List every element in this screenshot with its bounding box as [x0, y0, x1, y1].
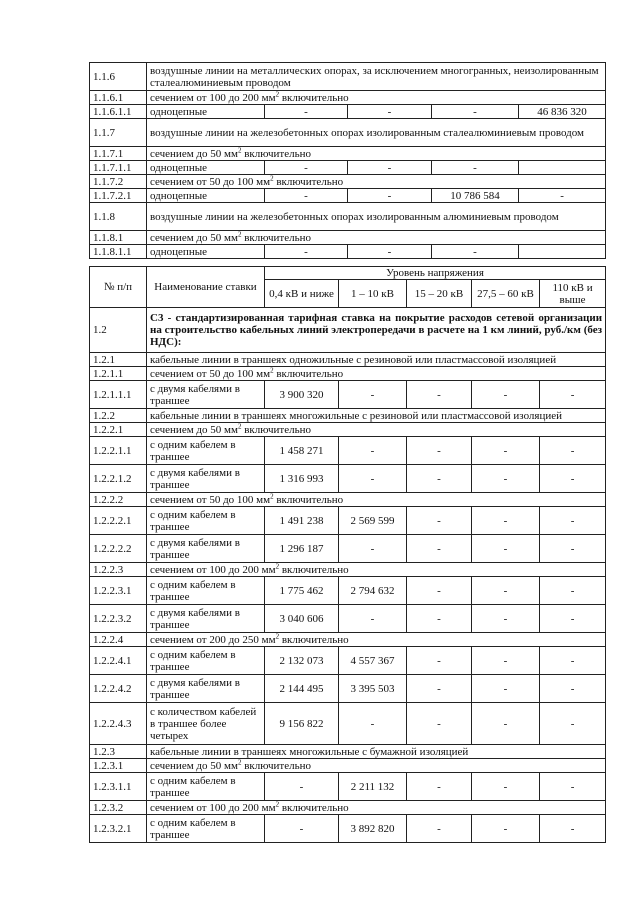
rate-value: - [407, 507, 472, 535]
section-subtitle [147, 367, 606, 381]
superscript: 2 [270, 174, 274, 182]
rate-name: одноцепные [147, 245, 265, 259]
row-number: 1.2.2.2.2 [90, 535, 147, 563]
table-row [90, 535, 606, 563]
row-number: 1.2.3 [90, 745, 147, 759]
section-subtitle [147, 633, 606, 647]
rate-value: - [472, 773, 540, 801]
table-row [90, 493, 606, 507]
rate-value: - [472, 577, 540, 605]
subtitle-suffix: включительно [279, 563, 349, 576]
row-number: 1.1.7.1 [90, 147, 147, 161]
row-number: 1.2.2.4 [90, 633, 147, 647]
rate-value: - [339, 465, 407, 493]
rate-value: 2 569 599 [339, 507, 407, 535]
row-number: 1.1.7.1.1 [90, 161, 147, 175]
rate-value: - [540, 647, 606, 675]
subtitle-suffix: включительно [279, 633, 349, 646]
subtitle-text: сечением до 50 мм [150, 231, 238, 244]
rates-table-cable [89, 266, 606, 843]
subtitle-suffix: включительно [241, 759, 312, 772]
table-row [90, 703, 606, 745]
rate-value: 1 458 271 [265, 437, 339, 465]
row-title: воздушные линии на железобетонных опорах изолированным сталеалюминиевым проводом [147, 119, 606, 147]
row-number: 1.2.2.2 [90, 493, 147, 507]
superscript: 2 [270, 492, 274, 500]
row-number: 1.2.1 [90, 353, 147, 367]
rate-name: с двумя кабелями в траншее [147, 535, 265, 563]
row-number: 1.2.3.2.1 [90, 815, 147, 843]
row-number: 1.1.7.2 [90, 175, 147, 189]
header-rate-name: Наименование ставки [147, 267, 265, 308]
row-number: 1.2.2.1.2 [90, 465, 147, 493]
row-title: воздушные линии на железобетонных опорах изолированным алюминиевым проводом [147, 203, 606, 231]
section-subtitle [147, 91, 606, 105]
subtitle-suffix: включительно [279, 801, 349, 814]
table-row [90, 647, 606, 675]
superscript: 2 [270, 366, 274, 374]
rate-value: 1 296 187 [265, 535, 339, 563]
row-number: 1.1.8.1.1 [90, 245, 147, 259]
superscript: 2 [275, 632, 280, 640]
rate-value: 4 557 367 [339, 647, 407, 675]
rate-value: 3 040 606 [265, 605, 339, 633]
subtitle-text: сечением от 50 до 100 мм [150, 367, 271, 380]
subtitle-text: сечением от 100 до 200 мм [150, 563, 276, 576]
rate-value: 46 836 320 [519, 105, 606, 119]
rate-value: - [348, 245, 432, 259]
row-number: 1.1.7.2.1 [90, 189, 147, 203]
table-row [90, 161, 606, 175]
row-number: 1.2.1.1 [90, 367, 147, 381]
rate-value: - [540, 605, 606, 633]
table-row [90, 675, 606, 703]
row-title: кабельные линии в траншеях многожильные с бумажной изоляцией [147, 745, 606, 759]
subtitle-suffix: включительно [273, 175, 344, 188]
rate-value: - [407, 675, 472, 703]
row-number: 1.2.3.1 [90, 759, 147, 773]
rate-value: 9 156 822 [265, 703, 339, 745]
rate-value: - [540, 535, 606, 563]
row-number: 1.2.2.2.1 [90, 507, 147, 535]
rate-value: - [339, 437, 407, 465]
table-row [90, 91, 606, 105]
rate-value: - [472, 465, 540, 493]
superscript: 2 [237, 758, 242, 766]
rate-name: с одним кабелем в траншее [147, 577, 265, 605]
table-row [90, 63, 606, 91]
rate-value: - [348, 161, 432, 175]
superscript: 2 [237, 146, 242, 154]
rate-value: - [472, 381, 540, 409]
row-number: 1.2.2.3 [90, 563, 147, 577]
table-row [90, 773, 606, 801]
rate-value: - [472, 647, 540, 675]
rate-value: - [540, 815, 606, 843]
table-row [90, 353, 606, 367]
rate-name: с одним кабелем в траншее [147, 773, 265, 801]
row-number: 1.2.2.1.1 [90, 437, 147, 465]
rate-value: - [432, 105, 519, 119]
rate-value: - [472, 535, 540, 563]
rate-value: - [407, 535, 472, 563]
rate-value: - [339, 703, 407, 745]
subtitle-suffix: включительно [279, 91, 349, 104]
row-number: 1.2.2.3.1 [90, 577, 147, 605]
table-row [90, 759, 606, 773]
rate-value: - [407, 605, 472, 633]
table-row [90, 745, 606, 759]
table-row [90, 507, 606, 535]
row-number: 1.2.1.1.1 [90, 381, 147, 409]
superscript: 2 [275, 90, 280, 98]
rate-name: одноцепные [147, 189, 265, 203]
table-row [90, 801, 606, 815]
subtitle-text: сечением от 100 до 200 мм [150, 801, 276, 814]
rate-name: с двумя кабелями в траншее [147, 381, 265, 409]
rate-value [519, 245, 606, 259]
rate-value: - [472, 437, 540, 465]
table-row [90, 409, 606, 423]
rate-value: - [540, 773, 606, 801]
superscript: 2 [275, 562, 280, 570]
section-subtitle [147, 493, 606, 507]
row-number: 1.2.3.2 [90, 801, 147, 815]
subtitle-suffix: включительно [241, 147, 312, 160]
rate-value: - [407, 703, 472, 745]
rate-value: - [540, 577, 606, 605]
rate-name: с количеством кабелей в траншее более четырех [147, 703, 265, 745]
rate-value: - [472, 703, 540, 745]
table-row [90, 189, 606, 203]
rate-name: с одним кабелем в траншее [147, 647, 265, 675]
superscript: 2 [237, 230, 242, 238]
rate-value: - [407, 465, 472, 493]
subtitle-suffix: включительно [273, 493, 344, 506]
row-number: 1.1.7 [90, 119, 147, 147]
row-number: 1.2.2 [90, 409, 147, 423]
rate-value: 10 786 584 [432, 189, 519, 203]
table-row [90, 381, 606, 409]
rate-value: - [407, 381, 472, 409]
subtitle-suffix: включительно [273, 367, 344, 380]
row-title: кабельные линии в траншеях одножильные с резиновой или пластмассовой изоляцией [147, 353, 606, 367]
row-number: 1.1.8 [90, 203, 147, 231]
row-title: кабельные линии в траншеях многожильные с резиновой или пластмассовой изоляцией [147, 409, 606, 423]
rate-value: - [540, 465, 606, 493]
rate-value: - [472, 605, 540, 633]
rate-value: - [407, 647, 472, 675]
section-subtitle [147, 759, 606, 773]
rate-value: - [407, 773, 472, 801]
section-subtitle [147, 563, 606, 577]
rate-value: - [265, 245, 348, 259]
rate-value: 3 900 320 [265, 381, 339, 409]
header-level-1: 0,4 кВ и ниже [265, 280, 339, 308]
header-level-2: 1 – 10 кВ [339, 280, 407, 308]
header-number: № п/п [90, 267, 147, 308]
section-subtitle [147, 801, 606, 815]
row-title: воздушные линии на металлических опорах, за исключением многогранных, неизолированным сталеалюминиевым проводом [147, 63, 606, 91]
rate-name: одноцепные [147, 161, 265, 175]
header-level-3: 15 – 20 кВ [407, 280, 472, 308]
row-number: 1.1.8.1 [90, 231, 147, 245]
table-row [90, 815, 606, 843]
rates-table-top [89, 62, 606, 259]
subtitle-text: сечением от 50 до 100 мм [150, 175, 271, 188]
row-number: 1.1.6 [90, 63, 147, 91]
subtitle-text: сечением до 50 мм [150, 759, 238, 772]
rate-value: 3 395 503 [339, 675, 407, 703]
table-row [90, 245, 606, 259]
row-number: 1.2.2.3.2 [90, 605, 147, 633]
section-subtitle [147, 175, 606, 189]
rate-value: 2 144 495 [265, 675, 339, 703]
table-row [90, 633, 606, 647]
table-row [90, 465, 606, 493]
row-number: 1.2.2.1 [90, 423, 147, 437]
subtitle-text: сечением до 50 мм [150, 423, 238, 436]
rate-value: 1 775 462 [265, 577, 339, 605]
rate-value: 1 491 238 [265, 507, 339, 535]
subtitle-text: сечением от 200 до 250 мм [150, 633, 276, 646]
table-row [90, 119, 606, 147]
subtitle-suffix: включительно [241, 231, 312, 244]
row-number: 1.1.6.1 [90, 91, 147, 105]
table-row [90, 367, 606, 381]
subtitle-text: сечением от 100 до 200 мм [150, 91, 276, 104]
rate-name: одноцепные [147, 105, 265, 119]
row-number: 1.2.2.4.3 [90, 703, 147, 745]
rate-value: 2 794 632 [339, 577, 407, 605]
table-row [90, 437, 606, 465]
rate-value: - [540, 507, 606, 535]
rate-value: 1 316 993 [265, 465, 339, 493]
rate-value: - [339, 381, 407, 409]
rate-value: - [407, 815, 472, 843]
rate-value: - [472, 815, 540, 843]
rate-name: с двумя кабелями в траншее [147, 465, 265, 493]
rate-value: - [407, 577, 472, 605]
rate-value [519, 161, 606, 175]
rate-value: - [540, 381, 606, 409]
rate-value: - [407, 437, 472, 465]
rate-value: - [265, 161, 348, 175]
row-number: 1.2.2.4.1 [90, 647, 147, 675]
rate-name: с одним кабелем в траншее [147, 437, 265, 465]
rate-value: - [339, 605, 407, 633]
section-title: С3 - стандартизированная тарифная ставка на покрытие расходов сетевой организации на строительство кабельных линий электропередачи в расчете на 1 км линий, руб./км (без НДС): [147, 308, 606, 353]
rate-name: с одним кабелем в траншее [147, 815, 265, 843]
rate-value: - [519, 189, 606, 203]
rate-value: - [540, 437, 606, 465]
table-row [90, 577, 606, 605]
rate-name: с одним кабелем в траншее [147, 507, 265, 535]
rate-value: - [339, 535, 407, 563]
subtitle-text: сечением от 50 до 100 мм [150, 493, 271, 506]
rate-value: - [265, 773, 339, 801]
table-row [90, 147, 606, 161]
table-row [90, 203, 606, 231]
table-row [90, 175, 606, 189]
section-subtitle [147, 231, 606, 245]
section-subtitle [147, 147, 606, 161]
rate-value: - [472, 675, 540, 703]
section-number: 1.2 [90, 308, 147, 353]
rate-value: - [348, 189, 432, 203]
subtitle-suffix: включительно [241, 423, 312, 436]
rate-value: 3 892 820 [339, 815, 407, 843]
subtitle-text: сечением до 50 мм [150, 147, 238, 160]
table-row [90, 563, 606, 577]
rate-value: - [265, 189, 348, 203]
rate-value: - [265, 815, 339, 843]
header-level-4: 27,5 – 60 кВ [472, 280, 540, 308]
superscript: 2 [237, 422, 242, 430]
rate-value: - [432, 245, 519, 259]
table-row [90, 423, 606, 437]
rate-value: 2 211 132 [339, 773, 407, 801]
superscript: 2 [275, 800, 280, 808]
rate-value: - [472, 507, 540, 535]
row-number: 1.1.6.1.1 [90, 105, 147, 119]
table-row [90, 231, 606, 245]
table-row [90, 105, 606, 119]
rate-value: - [348, 105, 432, 119]
header-level-5: 110 кВ и выше [540, 280, 606, 308]
rate-value: - [540, 675, 606, 703]
row-number: 1.2.2.4.2 [90, 675, 147, 703]
rate-name: с двумя кабелями в траншее [147, 675, 265, 703]
rate-value: - [432, 161, 519, 175]
rate-name: с двумя кабелями в траншее [147, 605, 265, 633]
table-row [90, 605, 606, 633]
rate-value: 2 132 073 [265, 647, 339, 675]
section-subtitle [147, 423, 606, 437]
rate-value: - [265, 105, 348, 119]
row-number: 1.2.3.1.1 [90, 773, 147, 801]
header-voltage-level: Уровень напряжения [265, 267, 606, 280]
rate-value: - [540, 703, 606, 745]
